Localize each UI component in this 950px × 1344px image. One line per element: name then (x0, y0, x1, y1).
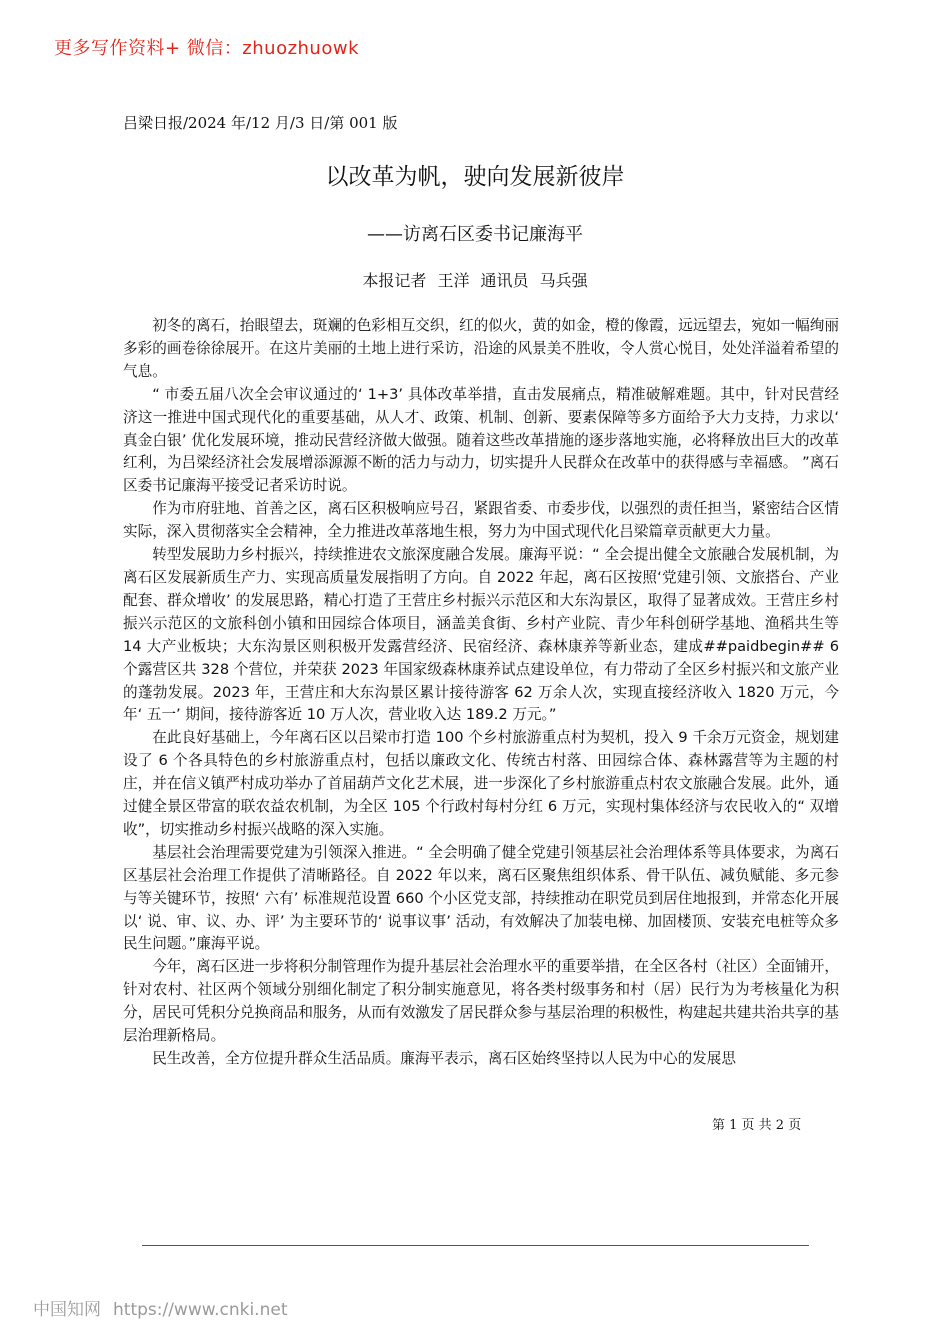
paragraph: “ 市委五届八次全会审议通过的‘ 1+3’ 具体改革举措，直击发展痛点，精准破解难题。其中，针对民营经济这一推进中国式现代化的重要基础，从人才、政策、机制、创新、要素保障等多方面给予大力支持，力求以‘ 真金白银’ 优化发展环境，推动民营经济做大做强。随着这些改革措施的逐步落地实施，必将释放出巨大的改革红利，为吕梁经济社会发展增添源源不断的活力与动力，切实提升人民群众在改革中的获得感与幸福感。 ”离石区委书记廉海平接受记者采访时说。 (123, 385, 839, 495)
page-number: 第 1 页 共 2 页 (712, 1118, 802, 1133)
article-subtitle: ——访离石区委书记廉海平 (367, 224, 583, 245)
paragraph: 初冬的离石，抬眼望去，斑斓的色彩相互交织，红的似火，黄的如金，橙的像霞，远远望去，宛如一幅绚丽多彩的画卷徐徐展开。在这片美丽的土地上进行采访，沿途的风景美不胜收，令人赏心悦目，处处洋溢着希望的气息。 (123, 317, 839, 380)
paragraph: 转型发展助力乡村振兴，持续推进农文旅深度融合发展。廉海平说：“ 全会提出健全文旅融合发展机制，为离石区发展新质生产力、实现高质量发展指明了方向。自 2022 年起，离石区按照‘党建引领、文旅搭台、产业配套、群众增收’ 的发展思路，精心打造了王营庄乡村振兴示范区和大东沟景区，取得了显著成效。王营庄乡村振兴示范区的文旅科创小镇和田园综合体项目，涵盖美食街、乡村产业院、青少年科创研学基地、渔稻共生等 14 大产业板块；大东沟景区则积极开发露营经济、民宿经济、森林康养等新业态，建成##paidbegin## 6 个露营区共 328 个营位，并荣获 2023 年国家级森林康养试点建设单位，有力带动了全区乡村振兴和文旅产业的蓬勃发展。2023 年，王营庄和大东沟景区累计接待游客 62 万余人次，实现直接经济收入 1820 万元，今年‘ 五一’ 期间，接待游客近 10 万人次，营业收入达 189.2 万元。” (123, 546, 839, 724)
watermark (33, 1295, 287, 1320)
promo-banner: 更多写作资料+ 微信：zhuozhuowk (54, 38, 360, 59)
paragraph: 今年，离石区进一步将积分制管理作为提升基层社会治理水平的重要举措，在全区各村（社区）全面铺开，针对农村、社区两个领域分别细化制定了积分制实施意见，将各类村级事务和村（居）民行为为考核量化为积分，居民可凭积分兑换商品和服务，从而有效激发了居民群众参与基层治理的积极性，构建起共建共治共享的基层治理新格局。 (123, 958, 839, 1045)
paragraph: 民生改善，全方位提升群众生活品质。廉海平表示，离石区始终坚持以人民为中心的发展思 (152, 1050, 736, 1067)
paragraph: 作为市府驻地、首善之区，离石区积极响应号召，紧跟省委、市委步伐，以强烈的责任担当，紧密结合区情实际，深入贯彻落实全会精神，全力推进改革落地生根，努力为中国式现代化吕梁篇章贡献更大力量。 (123, 500, 839, 541)
paragraph: 在此良好基础上，今年离石区以吕梁市打造 100 个乡村旅游重点村为契机，投入 9 千余万元资金，规划建设了 6 个各具特色的乡村旅游重点村，包括以廉政文化、传统古村落、田园综合体、森林露营等为主题的村庄，并在信义镇严村成功举办了首届葫芦文化艺术展，进一步深化了乡村旅游重点村农文旅融合发展。此外，通过健全景区带富的联农益农机制，为全区 105 个行政村每村分红 6 万元，实现村集体经济与农民收入的“ 双增收”，切实推动乡村振兴战略的深入实施。 (123, 729, 839, 838)
watermark-url: https://www.cnki.net (113, 1300, 288, 1320)
footer-divider (142, 1245, 809, 1246)
source-line: 吕梁日报/2024 年/12 月/3 日/第 001 版 (123, 114, 398, 132)
byline: 本报记者 王洋 通讯员 马兵强 (362, 271, 588, 290)
watermark-brand: 中国知网 (33, 1300, 101, 1320)
paragraph: 基层社会治理需要党建为引领深入推进。“ 全会明确了健全党建引领基层社会治理体系等具体要求，为离石区基层社会治理工作提供了清晰路径。自 2022 年以来，离石区聚焦组织体系、骨干队伍、减负赋能、多元参与等关键环节，按照‘ 六有’ 标准规范设置 660 个小区党支部，持续推动在职党员到居住地报到，并常态化开展以‘ 说、审、议、办、评’ 为主要环节的‘ 说事议事’ 活动，有效解决了加装电梯、加固楼顶、安装充电桩等众多民生问题。”廉海平说。 (123, 843, 839, 953)
article-title: 以改革为帆，驶向发展新彼岸 (325, 164, 625, 190)
article-body (123, 315, 839, 1071)
